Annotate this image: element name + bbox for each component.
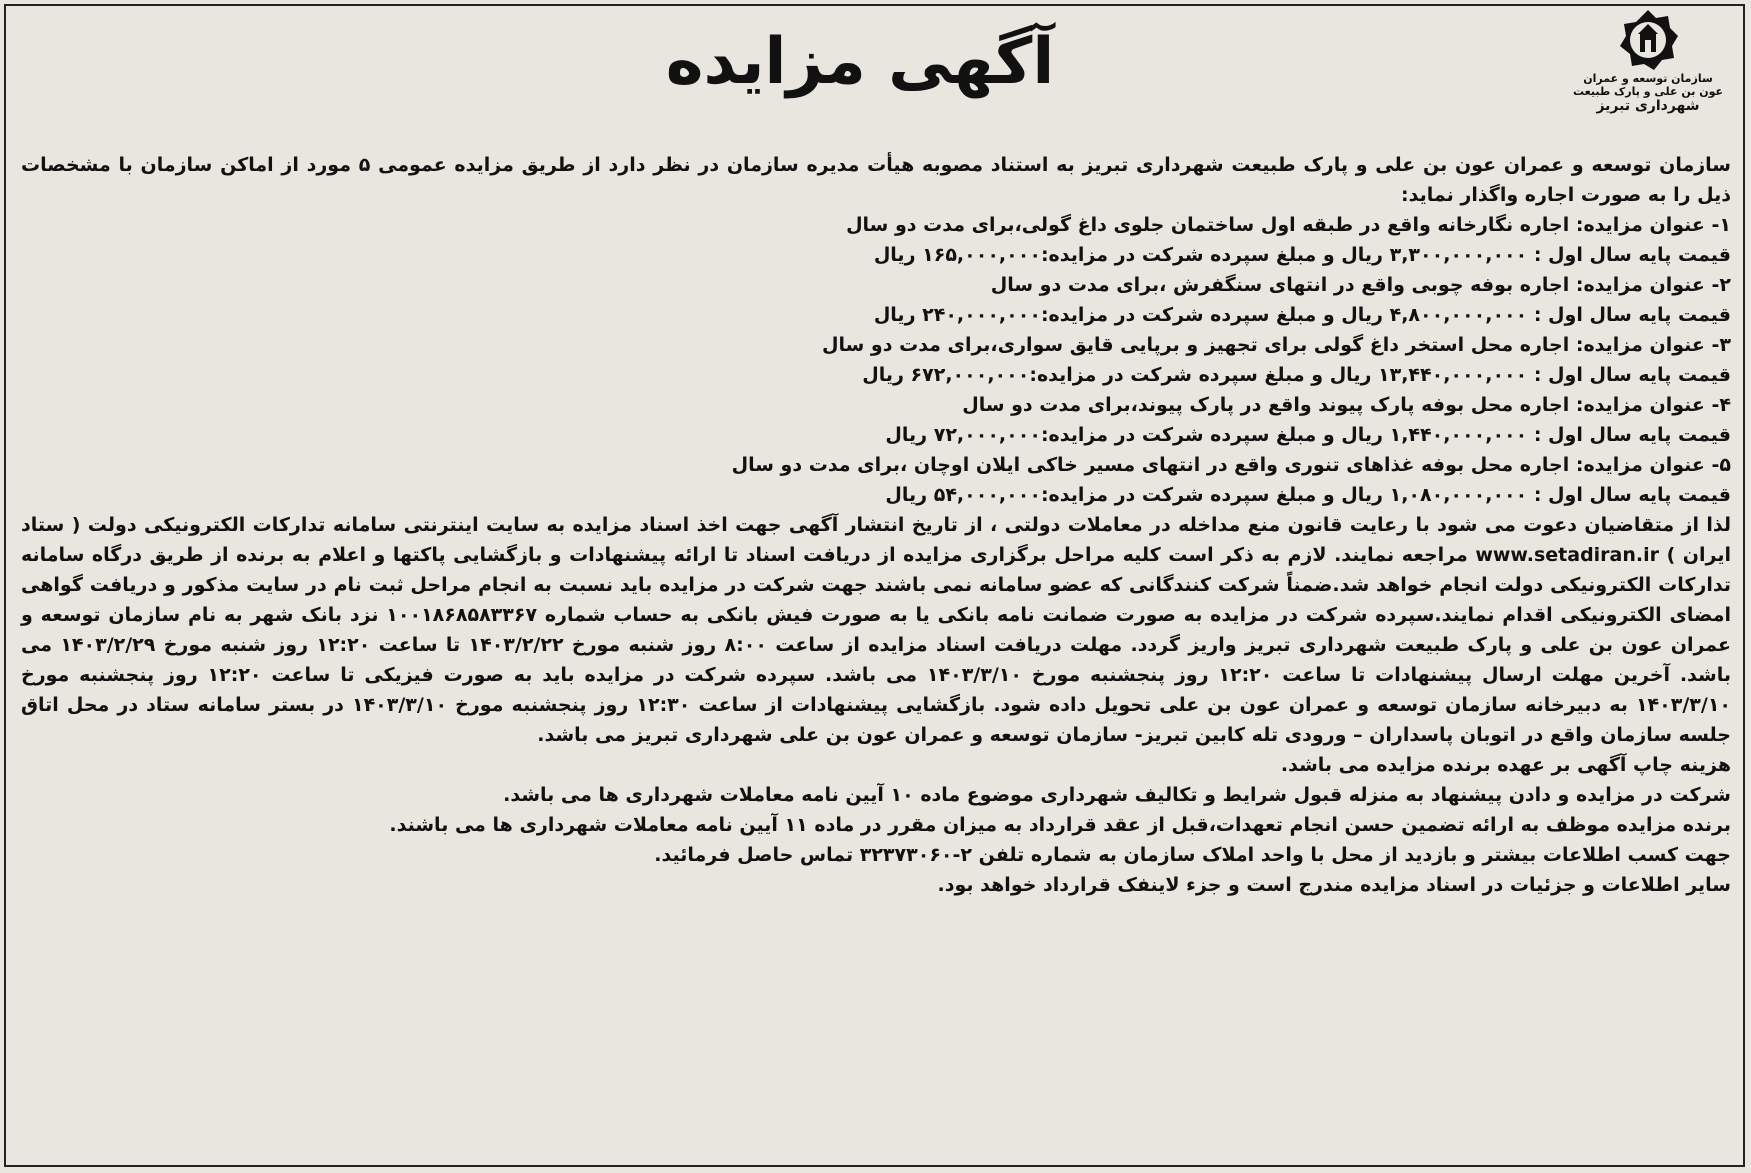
organization-logo: [1573, 8, 1723, 138]
notice-body: [21, 150, 1731, 900]
website-link[interactable]: www.setadiran.ir: [1475, 544, 1660, 566]
auction-item-3-price: قیمت پایه سال اول : ۱۳,۴۴۰,۰۰۰,۰۰۰ ریال و مبلغ سپرده شرکت در مزایده:۶۷۲,۰۰۰,۰۰۰ ریال: [862, 364, 1731, 386]
notice-title: آگهی مزایده: [665, 25, 1055, 99]
documents-note: سایر اطلاعات و جزئیات در اسناد مزایده مندرج است و جزء لاینفک قرارداد خواهد بود.: [937, 874, 1731, 896]
winner-guarantee-note: برنده مزایده موظف به ارائه تضمین حسن انجام تعهدات،قبل از عقد قرارداد به میزان مقرر در ماده ۱۱ آیین نامه معاملات شهرداری ها می باشند.: [389, 814, 1731, 836]
intro-paragraph: سازمان توسعه و عمران عون بن علی و پارک طبیعت شهرداری تبریز به استناد مصوبه هیأت مدیره سازمان در نظر دارد از طریق مزایده عمومی ۵ مورد از اماکن سازمان با مشخصات ذیل را به صورت اجاره واگذار نماید:: [21, 154, 1731, 206]
auction-item-4-price: قیمت پایه سال اول : ۱,۴۴۰,۰۰۰,۰۰۰ ریال و مبلغ سپرده شرکت در مزایده:۷۲,۰۰۰,۰۰۰ ریال: [885, 424, 1731, 446]
auction-item-1-price: قیمت پایه سال اول : ۳,۳۰۰,۰۰۰,۰۰۰ ریال و مبلغ سپرده شرکت در مزایده:۱۶۵,۰۰۰,۰۰۰ ریال: [873, 244, 1731, 266]
logo-text-line1: سازمان توسعه و عمران: [1583, 72, 1713, 85]
emblem-icon: [1616, 8, 1680, 72]
logo-text-line3: شهرداری تبریز: [1596, 98, 1700, 114]
printing-cost-note: هزینه چاپ آگهی بر عهده برنده مزایده می باشد.: [1280, 754, 1731, 776]
auction-item-1-title: ۱- عنوان مزایده: اجاره نگارخانه واقع در طبقه اول ساختمان جلوی داغ گولی،برای مدت دو سال: [846, 214, 1731, 236]
conditions-text-a: لذا از متقاضیان دعوت می شود با رعایت قانون منع مداخله در معاملات دولتی ، از تاریخ انتشار آگهی جهت اخذ اسناد مزایده به سایت اینترنتی سامانه تدارکات الکترونیکی دولت ( ستاد ایران ): [21, 514, 1732, 566]
auction-item-5-price: قیمت پایه سال اول : ۱,۰۸۰,۰۰۰,۰۰۰ ریال و مبلغ سپرده شرکت در مزایده:۵۴,۰۰۰,۰۰۰ ریال: [885, 484, 1731, 506]
conditions-paragraph: [21, 510, 1731, 750]
auction-item-5-title: ۵- عنوان مزایده: اجاره محل بوفه غذاهای تنوری واقع در انتهای مسیر خاکی ایلان اوچان ،برای مدت دو سال: [731, 454, 1731, 476]
conditions-text-b: مراجعه نمایند. لازم به ذکر است کلیه مراحل برگزاری مزایده از دریافت اسناد تا ارائه پیشنهادات و بازگشایی پاکتها و اعلام به برنده از طریق درگاه سامانه تدارکات الکترونیکی دولت انجام خواهد شد.ضمناً شرکت کنندگانی که عضو سامانه نمی باشند جهت شرکت در مزایده باید نسبت به انجام مراحل ثبت نام در سایت مذکور و دریافت گواهی امضای الکترونیکی اقدام نمایند.سپرده شرکت در مزایده به صورت ضمانت نامه بانکی یا به صورت فیش بانکی به حساب شماره ۱۰۰۱۸۶۸۵۸۳۳۶۷ نزد بانک شهر به نام سازمان توسعه و عمران عون بن علی و پارک طبیعت شهرداری تبریز واریز گردد. مهلت دریافت اسناد مزایده از ساعت ۸:۰۰ روز شنبه مورخ ۱۴۰۳/۲/۲۲ تا ساعت ۱۲:۲۰ روز شنبه مورخ ۱۴۰۳/۲/۲۹ می باشد. آخرین مهلت ارسال پیشنهادات تا ساعت ۱۲:۲۰ روز پنجشنبه مورخ ۱۴۰۳/۳/۱۰ می باشد. سپرده شرکت در مزایده باید به صورت فیزیکی تا ساعت ۱۲:۲۰ روز پنجشنبه مورخ ۱۴۰۳/۳/۱۰ به دبیرخانه سازمان توسعه و عمران عون بن علی تحویل داده شود. بازگشایی پیشنهادات از ساعت ۱۲:۳۰ روز پنجشنبه مورخ ۱۴۰۳/۳/۱۰ در بستر سامانه ستاد در محل اتاق جلسه سازمان واقع در اتوبان پاسداران – ورودی تله کابین تبریز- سازمان توسعه و عمران عون بن علی شهرداری تبریز می باشد.: [21, 544, 1732, 746]
auction-item-2-price: قیمت پایه سال اول : ۴,۸۰۰,۰۰۰,۰۰۰ ریال و مبلغ سپرده شرکت در مزایده:۲۴۰,۰۰۰,۰۰۰ ریال: [873, 304, 1731, 326]
logo-text-line2: عون بن علی و پارک طبیعت: [1573, 85, 1723, 98]
auction-item-2-title: ۲- عنوان مزایده: اجاره بوفه چوبی واقع در انتهای سنگفرش ،برای مدت دو سال: [990, 274, 1731, 296]
auction-item-3-title: ۳- عنوان مزایده: اجاره محل استخر داغ گولی برای تجهیز و برپایی قایق سواری،برای مدت دو سال: [822, 334, 1731, 356]
participation-note: شرکت در مزایده و دادن پیشنهاد به منزله قبول شرایط و تکالیف شهرداری موضوع ماده ۱۰ آیین نامه معاملات شهرداری ها می باشد.: [503, 784, 1731, 806]
auction-item-4-title: ۴- عنوان مزایده: اجاره محل بوفه پارک پیوند واقع در پارک پیوند،برای مدت دو سال: [962, 394, 1731, 416]
contact-note: جهت کسب اطلاعات بیشتر و بازدید از محل با واحد املاک سازمان به شماره تلفن ۲-۳۲۳۷۳۰۶۰ تماس حاصل فرمائید.: [654, 844, 1731, 866]
